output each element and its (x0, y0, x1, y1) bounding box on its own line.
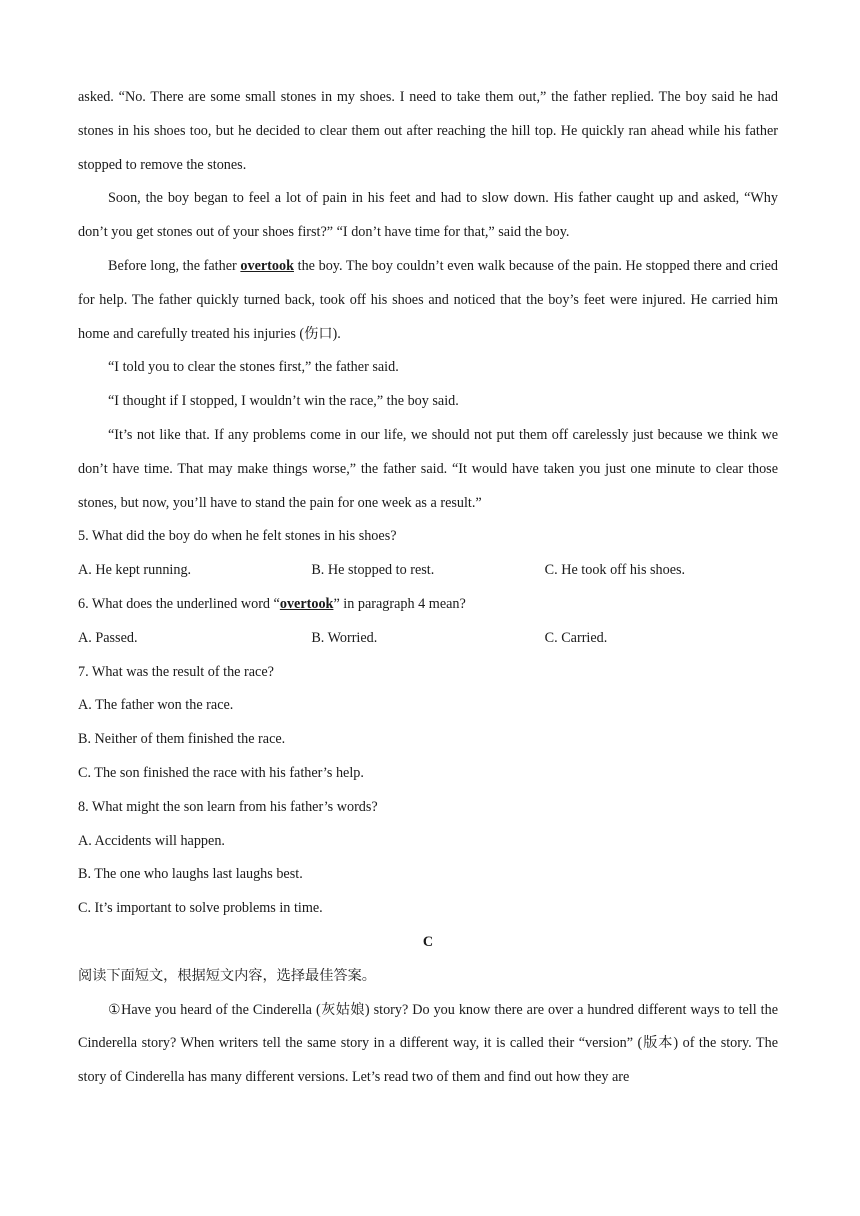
question-6-stem-before: 6. What does the underlined word “ (78, 595, 280, 612)
question-6-underlined-word: overtook (279, 595, 334, 612)
question-5-stem: 5. What did the boy do when he felt stones in his shoes? (78, 528, 397, 545)
document-page (78, 81, 778, 1095)
passage-b-paragraph-4: “I told you to clear the stones first,” the father said. (108, 359, 399, 376)
question-5-options (78, 554, 778, 588)
question-6-stem-after: ” in paragraph 4 mean? (333, 595, 466, 612)
paragraph-3-text-before: Before long, the father (108, 257, 241, 274)
question-7-option-c: C. The son finished the race with his father’s help. (78, 764, 364, 781)
question-5-option-c: C. He took off his shoes. (544, 562, 686, 579)
passage-b-paragraph-1: asked. “No. There are some small stones in my shoes. I need to take them out,” the father replied. The boy said he had stones in his shoes too, but he decided to clear them out after reaching the hill top. He quickly ran ahead while his father stopped to remove the stones. (78, 89, 778, 173)
paragraph-3-text-after: the boy. The boy couldn’t even walk because of the pain. He stopped there and cried for help. The father quickly turned back, took off his shoes and noticed that the boy’s feet were injured. He carried him home and carefully treated his injuries (伤口). (78, 257, 778, 342)
question-5-option-b: B. He stopped to rest. (311, 562, 435, 579)
underlined-word-overtook: overtook (240, 257, 294, 274)
passage-b-paragraph-5: “I thought if I stopped, I wouldn’t win the race,” the boy said. (108, 393, 459, 410)
question-5-option-a: A. He kept running. (78, 562, 192, 579)
question-7-option-b: B. Neither of them finished the race. (78, 731, 286, 748)
question-8-option-c: C. It’s important to solve problems in time. (78, 900, 323, 917)
question-6-options (78, 622, 778, 656)
section-c-title: C (422, 933, 434, 950)
question-6-option-c: C. Carried. (544, 629, 608, 646)
question-7-option-a: A. The father won the race. (78, 697, 234, 714)
question-6-option-a: A. Passed. (78, 629, 138, 646)
passage-b-paragraph-3 (78, 250, 778, 351)
question-7-stem: 7. What was the result of the race? (78, 663, 274, 680)
question-8-stem: 8. What might the son learn from his father’s words? (78, 798, 378, 815)
question-6-option-b: B. Worried. (311, 629, 378, 646)
passage-b-paragraph-6: “It’s not like that. If any problems come in our life, we should not put them off carelessly just because we think we don’t have time. That may make things worse,” the father said. “It would have taken you just one minute to clear those stones, but now, you’ll have to stand the pain for one week as a result.” (78, 426, 778, 511)
question-8-option-b: B. The one who laughs last laughs best. (78, 866, 303, 883)
section-c-paragraph-1: ①Have you heard of the Cinderella (灰姑娘) story? Do you know there are over a hundred different ways to tell the Cinderella story? When writers tell the same story in a different way, it is called their “version” (版本) of the story. The story of Cinderella has many different versions. Let’s read two of them and find out how they are (78, 1001, 778, 1086)
passage-b-paragraph-2: Soon, the boy began to feel a lot of pain in his feet and had to slow down. His father caught up and asked, “Why don’t you get stones out of your shoes first?” “I don’t have time for that,” said the boy. (78, 190, 778, 241)
question-6-stem (78, 588, 778, 622)
section-c-instruction: 阅读下面短文，根据短文内容，选择最佳答案。 (78, 967, 376, 984)
question-8-option-a: A. Accidents will happen. (78, 832, 225, 849)
